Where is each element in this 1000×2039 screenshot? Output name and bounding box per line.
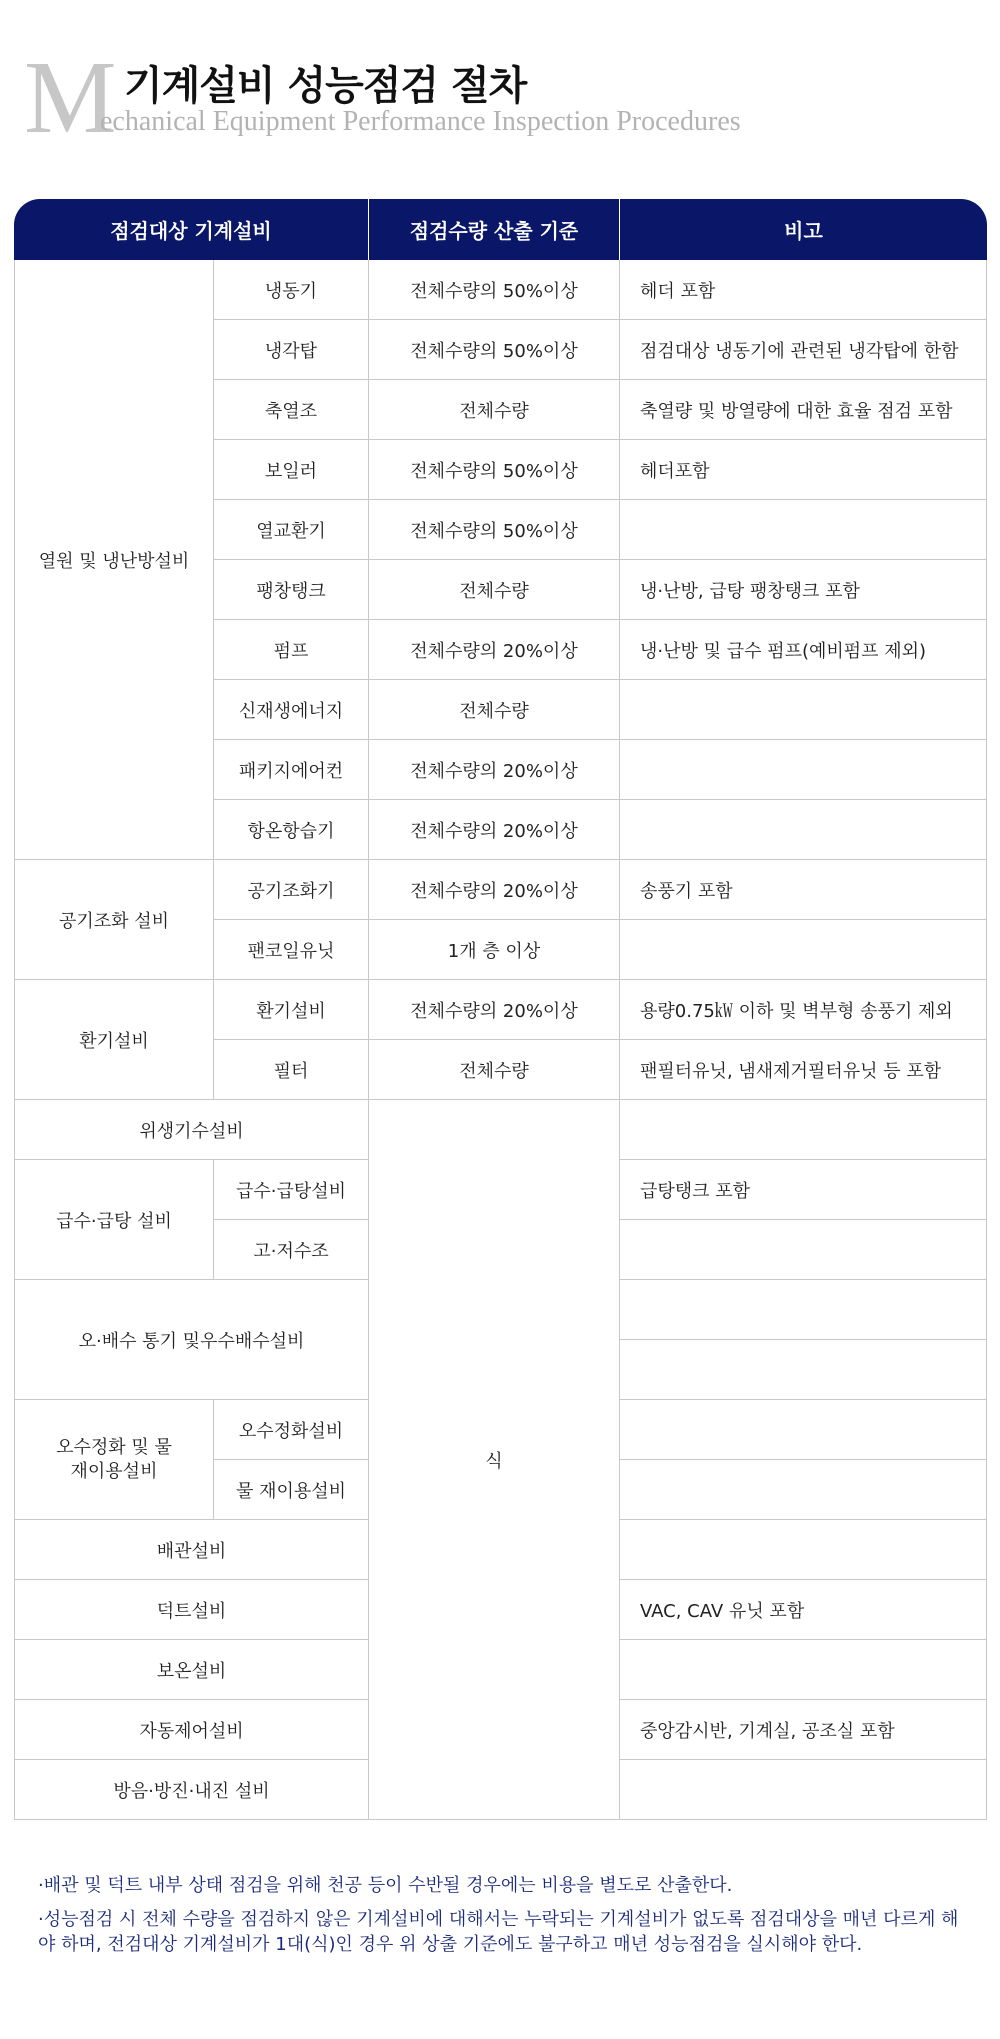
page-subtitle: echanical Equipment Performance Inspection Procedures xyxy=(100,106,741,137)
note-cell: 송풍기 포함 xyxy=(620,860,987,920)
note-cell xyxy=(620,1220,987,1280)
note-cell xyxy=(620,1640,987,1700)
item-cell: 냉각탑 xyxy=(214,320,369,380)
qty-cell: 전체수량의 50%이상 xyxy=(369,440,620,500)
qty-cell: 전체수량의 50%이상 xyxy=(369,260,620,320)
table-row xyxy=(14,860,987,920)
note-cell: VAC, CAV 유닛 포함 xyxy=(620,1580,987,1640)
item-cell: 오수정화설비 xyxy=(214,1400,369,1460)
group-cell: 배관설비 xyxy=(14,1520,369,1580)
footnote: ·배관 및 덕트 내부 상태 점검을 위해 천공 등이 수반될 경우에는 비용을 별도로 산출한다. xyxy=(38,1875,733,1896)
page-title: 기계설비 성능점검 절차 xyxy=(124,63,527,109)
merged-qty-cell: 식 xyxy=(369,1100,620,1820)
footnotes xyxy=(38,1873,968,1966)
item-cell: 패키지에어컨 xyxy=(214,740,369,800)
note-cell xyxy=(620,1460,987,1520)
group-cell: 자동제어설비 xyxy=(14,1700,369,1760)
note-cell xyxy=(620,740,987,800)
group-cell: 덕트설비 xyxy=(14,1580,369,1640)
item-cell: 보일러 xyxy=(214,440,369,500)
item-cell: 팽창탱크 xyxy=(214,560,369,620)
qty-cell: 전체수량의 20%이상 xyxy=(369,860,620,920)
note-cell: 용량0.75㎾ 이하 및 벽부형 송풍기 제외 xyxy=(620,980,987,1040)
group-cell: 위생기수설비 xyxy=(14,1100,369,1160)
group-cell: 방음·방진·내진 설비 xyxy=(14,1760,369,1820)
note-cell: 팬필터유닛, 냄새제거필터유닛 등 포함 xyxy=(620,1040,987,1100)
qty-cell: 1개 층 이상 xyxy=(369,920,620,980)
table-row xyxy=(14,260,987,320)
page-heading xyxy=(24,40,984,155)
item-cell: 필터 xyxy=(214,1040,369,1100)
qty-cell: 전체수량의 20%이상 xyxy=(369,620,620,680)
qty-cell: 전체수량의 20%이상 xyxy=(369,980,620,1040)
qty-cell: 전체수량의 50%이상 xyxy=(369,500,620,560)
note-cell xyxy=(620,1280,987,1340)
inspection-table xyxy=(14,199,987,1820)
group-label: 오수정화 및 물 재이용설비 xyxy=(56,1436,172,1482)
group-cell xyxy=(14,1400,214,1520)
item-cell: 신재생에너지 xyxy=(214,680,369,740)
footnote: ·성능점검 시 전체 수량을 점검하지 않은 기계설비에 대해서는 누락되는 기계설비가 없도록 점검대상을 매년 다르게 해야 하며, 전검대상 기계설비가 1대(식)인 경우 위 상출 기준에도 불구하고 매년 성능점검을 실시해야 한다. xyxy=(38,1909,959,1955)
header-remarks: 비고 xyxy=(620,199,987,260)
item-cell: 팬코일유닛 xyxy=(214,920,369,980)
note-cell xyxy=(620,800,987,860)
note-cell xyxy=(620,1100,987,1160)
note-cell xyxy=(620,680,987,740)
note-cell: 헤더 포함 xyxy=(620,260,987,320)
note-cell: 급탕탱크 포함 xyxy=(620,1160,987,1220)
note-cell xyxy=(620,500,987,560)
qty-cell: 전체수량 xyxy=(369,680,620,740)
header-target-equipment: 점검대상 기계설비 xyxy=(14,199,369,260)
note-cell: 점검대상 냉동기에 관련된 냉각탑에 한함 xyxy=(620,320,987,380)
note-cell xyxy=(620,1340,987,1400)
qty-cell: 전체수량 xyxy=(369,560,620,620)
group-cell: 열원 및 냉난방설비 xyxy=(14,260,214,860)
item-cell: 냉동기 xyxy=(214,260,369,320)
note-cell: 중앙감시반, 기계실, 공조실 포함 xyxy=(620,1700,987,1760)
item-cell: 축열조 xyxy=(214,380,369,440)
table-header-row xyxy=(14,199,987,260)
header-quantity-criteria: 점검수량 산출 기준 xyxy=(369,199,620,260)
item-cell: 급수·급탕설비 xyxy=(214,1160,369,1220)
table-row xyxy=(14,1100,987,1160)
group-cell: 보온설비 xyxy=(14,1640,369,1700)
group-cell: 환기설비 xyxy=(14,980,214,1100)
note-cell: 축열량 및 방열량에 대한 효율 점검 포함 xyxy=(620,380,987,440)
item-cell: 공기조화기 xyxy=(214,860,369,920)
qty-cell: 전체수량의 50%이상 xyxy=(369,320,620,380)
note-cell xyxy=(620,1520,987,1580)
item-cell: 환기설비 xyxy=(214,980,369,1040)
note-cell xyxy=(620,1760,987,1820)
qty-cell: 전체수량 xyxy=(369,380,620,440)
note-cell: 냉·난방, 급탕 팽창탱크 포함 xyxy=(620,560,987,620)
item-cell: 항온항습기 xyxy=(214,800,369,860)
note-cell: 냉·난방 및 급수 펌프(예비펌프 제외) xyxy=(620,620,987,680)
table-row xyxy=(14,980,987,1040)
item-cell: 고·저수조 xyxy=(214,1220,369,1280)
qty-cell: 전체수량의 20%이상 xyxy=(369,800,620,860)
group-cell: 공기조화 설비 xyxy=(14,860,214,980)
decorative-initial: M xyxy=(24,40,117,155)
note-cell xyxy=(620,1400,987,1460)
item-cell: 펌프 xyxy=(214,620,369,680)
item-cell: 열교환기 xyxy=(214,500,369,560)
note-cell: 헤더포함 xyxy=(620,440,987,500)
qty-cell: 전체수량의 20%이상 xyxy=(369,740,620,800)
group-cell: 급수·급탕 설비 xyxy=(14,1160,214,1280)
qty-cell: 전체수량 xyxy=(369,1040,620,1100)
item-cell: 물 재이용설비 xyxy=(214,1460,369,1520)
group-cell: 오·배수 통기 및우수배수설비 xyxy=(14,1280,369,1400)
note-cell xyxy=(620,920,987,980)
